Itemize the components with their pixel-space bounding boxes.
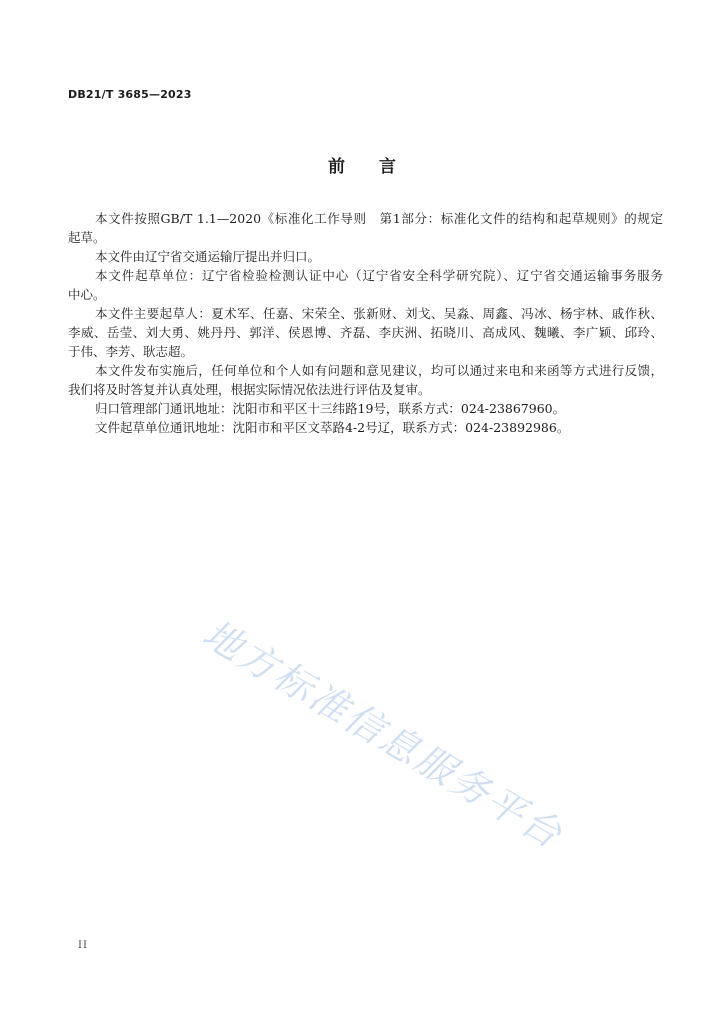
paragraph-line: 起草。 (68, 230, 106, 245)
document-number: DB21/T 3685—2023 (68, 88, 192, 101)
paragraph-line: 本文件主要起草人：夏术军、任嘉、宋荣全、张新财、刘戈、吴淼、周鑫、冯冰、杨宇林、戚作秋、 (95, 306, 663, 321)
paragraph-line: 我们将及时答复并认真处理，根据实际情况依法进行评估及复审。 (68, 382, 431, 397)
paragraph-line: 本文件起草单位：辽宁省检验检测认证中心（辽宁省安全科学研究院）、辽宁省交通运输事务服务 (95, 268, 663, 283)
paragraph-line: 本文件由辽宁省交通运输厅提出并归口。 (95, 249, 321, 264)
paragraph-line: 文件起草单位通讯地址：沈阳市和平区文萃路4-2号辽，联系方式：024-23892986。 (95, 420, 570, 435)
paragraph-line: 本文件发布实施后，任何单位和个人如有问题和意见建议，均可以通过来电和来函等方式进行反馈， (95, 363, 663, 378)
page-title: 前 言 (328, 157, 396, 177)
paragraph-line: 归口管理部门通讯地址：沈阳市和平区十三纬路19号，联系方式：024-23867960。 (95, 401, 566, 416)
paragraph-line: 中心。 (68, 287, 106, 302)
paragraph-line: 本文件按照GB/T 1.1—2020《标准化工作导则 第1部分：标准化文件的结构和起草规则》的规定 (95, 211, 663, 226)
paragraph-line: 于伟、李芳、耿志超。 (68, 344, 194, 359)
page-number: II (78, 940, 88, 951)
paragraph-line: 李威、岳莹、刘大勇、姚丹丹、郭洋、侯恩博、齐磊、李庆洲、拓晓川、高成风、魏曦、李广颖、邱玲、 (68, 325, 663, 340)
foreword-body (68, 209, 663, 437)
watermark: 地方标准信息服务平台 (195, 611, 572, 858)
